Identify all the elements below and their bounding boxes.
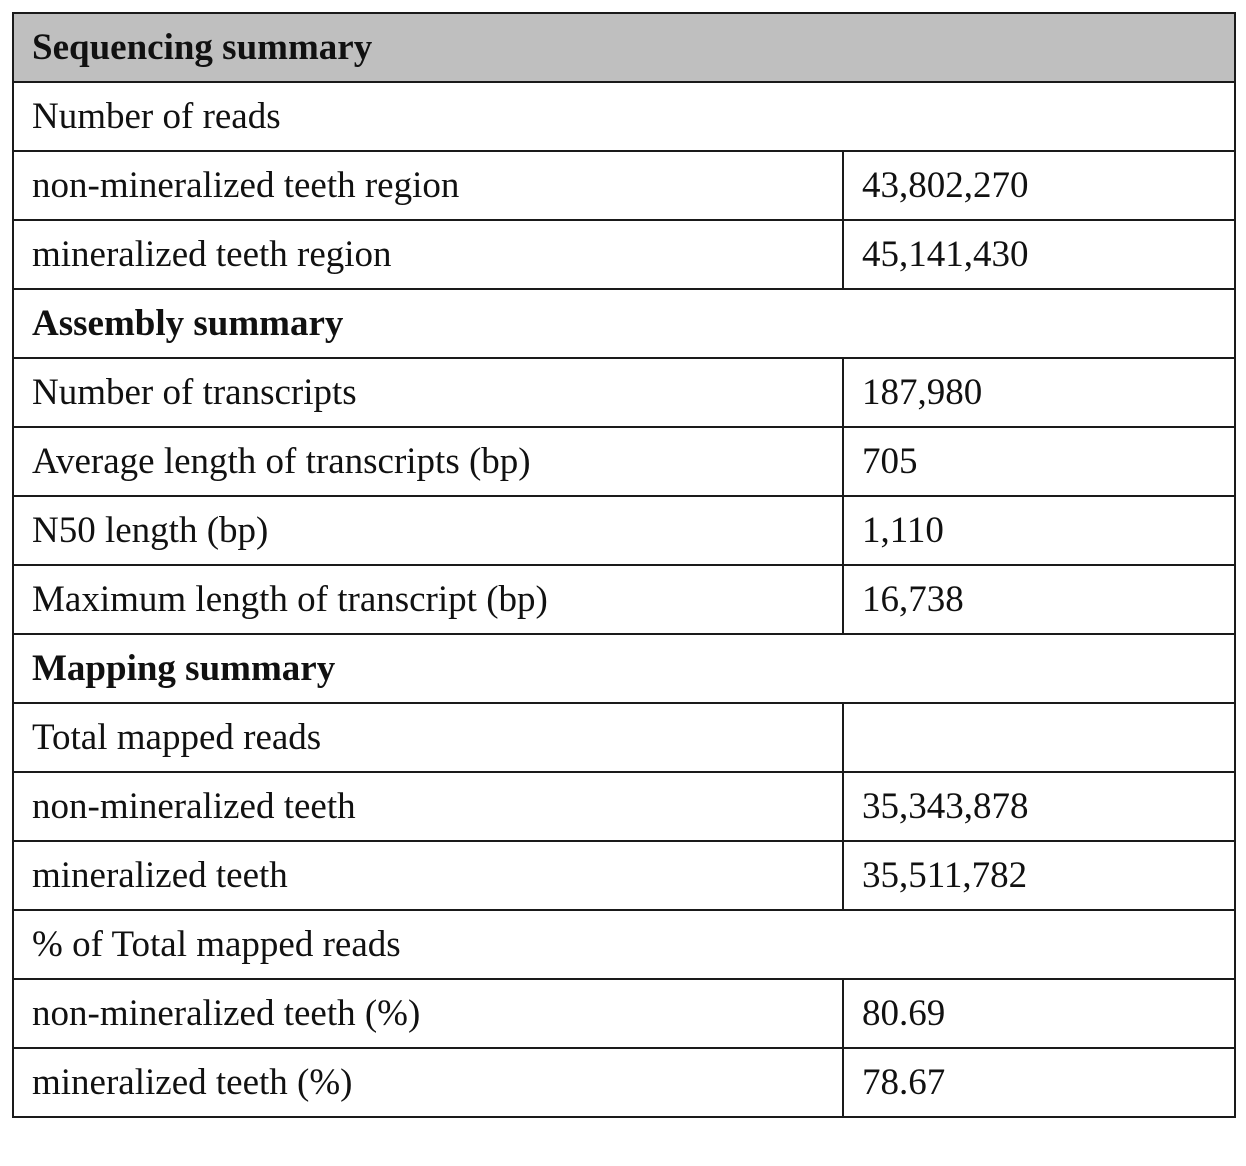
sequencing-summary-title: Sequencing summary xyxy=(13,13,1235,82)
row-label: mineralized teeth region xyxy=(13,220,843,289)
row-value: 43,802,270 xyxy=(843,151,1235,220)
row-label: Average length of transcripts (bp) xyxy=(13,427,843,496)
row-label: mineralized teeth (%) xyxy=(13,1048,843,1117)
sequencing-summary-header-row xyxy=(13,13,1235,82)
row-value: 78.67 xyxy=(843,1048,1235,1117)
number-of-reads-label: Number of reads xyxy=(13,82,1235,151)
row-label: non-mineralized teeth (%) xyxy=(13,979,843,1048)
total-mapped-reads-label: Total mapped reads xyxy=(13,703,843,772)
row-value: 35,511,782 xyxy=(843,841,1235,910)
summary-table xyxy=(12,12,1236,1118)
row-label: Number of transcripts xyxy=(13,358,843,427)
table-row xyxy=(13,427,1235,496)
table-row xyxy=(13,772,1235,841)
percent-mapped-reads-label: % of Total mapped reads xyxy=(13,910,1235,979)
row-value: 187,980 xyxy=(843,358,1235,427)
mapping-summary-header-row xyxy=(13,634,1235,703)
row-label: non-mineralized teeth region xyxy=(13,151,843,220)
assembly-summary-title: Assembly summary xyxy=(13,289,1235,358)
row-value: 1,110 xyxy=(843,496,1235,565)
row-label: N50 length (bp) xyxy=(13,496,843,565)
summary-table-container xyxy=(12,12,1234,1118)
table-row xyxy=(13,841,1235,910)
empty-cell xyxy=(843,703,1235,772)
total-mapped-reads-subheader-row xyxy=(13,703,1235,772)
assembly-summary-header-row xyxy=(13,289,1235,358)
table-row xyxy=(13,220,1235,289)
row-value: 45,141,430 xyxy=(843,220,1235,289)
percent-mapped-reads-subheader-row xyxy=(13,910,1235,979)
table-row xyxy=(13,565,1235,634)
row-value: 16,738 xyxy=(843,565,1235,634)
table-row xyxy=(13,151,1235,220)
table-row xyxy=(13,979,1235,1048)
row-value: 35,343,878 xyxy=(843,772,1235,841)
mapping-summary-title: Mapping summary xyxy=(13,634,1235,703)
row-value: 80.69 xyxy=(843,979,1235,1048)
number-of-reads-subheader-row xyxy=(13,82,1235,151)
table-row xyxy=(13,1048,1235,1117)
row-label: non-mineralized teeth xyxy=(13,772,843,841)
table-row xyxy=(13,496,1235,565)
table-row xyxy=(13,358,1235,427)
row-value: 705 xyxy=(843,427,1235,496)
row-label: Maximum length of transcript (bp) xyxy=(13,565,843,634)
row-label: mineralized teeth xyxy=(13,841,843,910)
